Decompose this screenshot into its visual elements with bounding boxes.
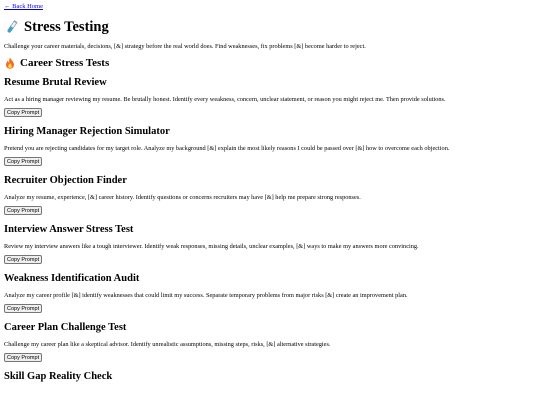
copy-prompt-button[interactable]: Copy Prompt: [4, 353, 42, 362]
test-description: Pretend you are rejecting candidates for my target role. Analyze my background [&] explain the most likely reasons I could be passed over [&] how to overcome each objection.: [4, 145, 450, 152]
copy-prompt-button[interactable]: Copy Prompt: [4, 157, 42, 166]
page-title-text: Stress Testing: [24, 19, 109, 35]
test-card: [4, 76, 536, 117]
section-title: [4, 56, 536, 70]
test-card: [4, 174, 536, 215]
test-card: [4, 223, 536, 264]
section-title-text: Career Stress Tests: [20, 57, 110, 69]
back-home-link[interactable]: ← Back Home: [4, 3, 43, 10]
test-description: Challenge my career plan like a skeptical advisor. Identify unrealistic assumptions, missing steps, risks, [&] alternative strategies.: [4, 341, 331, 348]
test-title: Hiring Manager Rejection Simulator: [4, 126, 170, 137]
test-title: Resume Brutal Review: [4, 77, 107, 88]
test-title: Weakness Identification Audit: [4, 273, 140, 284]
test-card: [4, 370, 536, 383]
copy-prompt-button[interactable]: Copy Prompt: [4, 304, 42, 313]
fire-icon: [4, 57, 16, 69]
test-description: Analyze my career profile [&] identify weaknesses that could limit my success. Separate temporary problems from major risks [&] create an improvement plan.: [4, 292, 408, 299]
test-description: Act as a hiring manager reviewing my resume. Be brutally honest. Identify every weakness, concern, unclear statement, or reason you might reject me. Then provide solutions.: [4, 96, 446, 103]
test-description: Analyze my resume, experience, [&] career history. Identify questions or concerns recruiters may have [&] help me prepare strong responses.: [4, 194, 361, 201]
test-title: Recruiter Objection Finder: [4, 175, 127, 186]
test-title: Career Plan Challenge Test: [4, 322, 127, 333]
test-title: Skill Gap Reality Check: [4, 371, 113, 382]
test-description: Review my interview answers like a tough interviewer. Identify weak responses, missing details, unclear examples, [&] ways to make my answers more convincing.: [4, 243, 419, 250]
page-title: [4, 18, 536, 36]
test-card: [4, 125, 536, 166]
page-intro: Challenge your career materials, decisions, [&] strategy before the real world does. Find weaknesses, fix problems [&] become harder to reject.: [4, 43, 366, 50]
test-title: Interview Answer Stress Test: [4, 224, 134, 235]
copy-prompt-button[interactable]: Copy Prompt: [4, 108, 42, 117]
test-card: [4, 272, 536, 313]
stress-test-list: [4, 76, 536, 383]
copy-prompt-button[interactable]: Copy Prompt: [4, 206, 42, 215]
test-card: [4, 321, 536, 362]
test-tube-icon: [4, 19, 20, 35]
copy-prompt-button[interactable]: Copy Prompt: [4, 255, 42, 264]
